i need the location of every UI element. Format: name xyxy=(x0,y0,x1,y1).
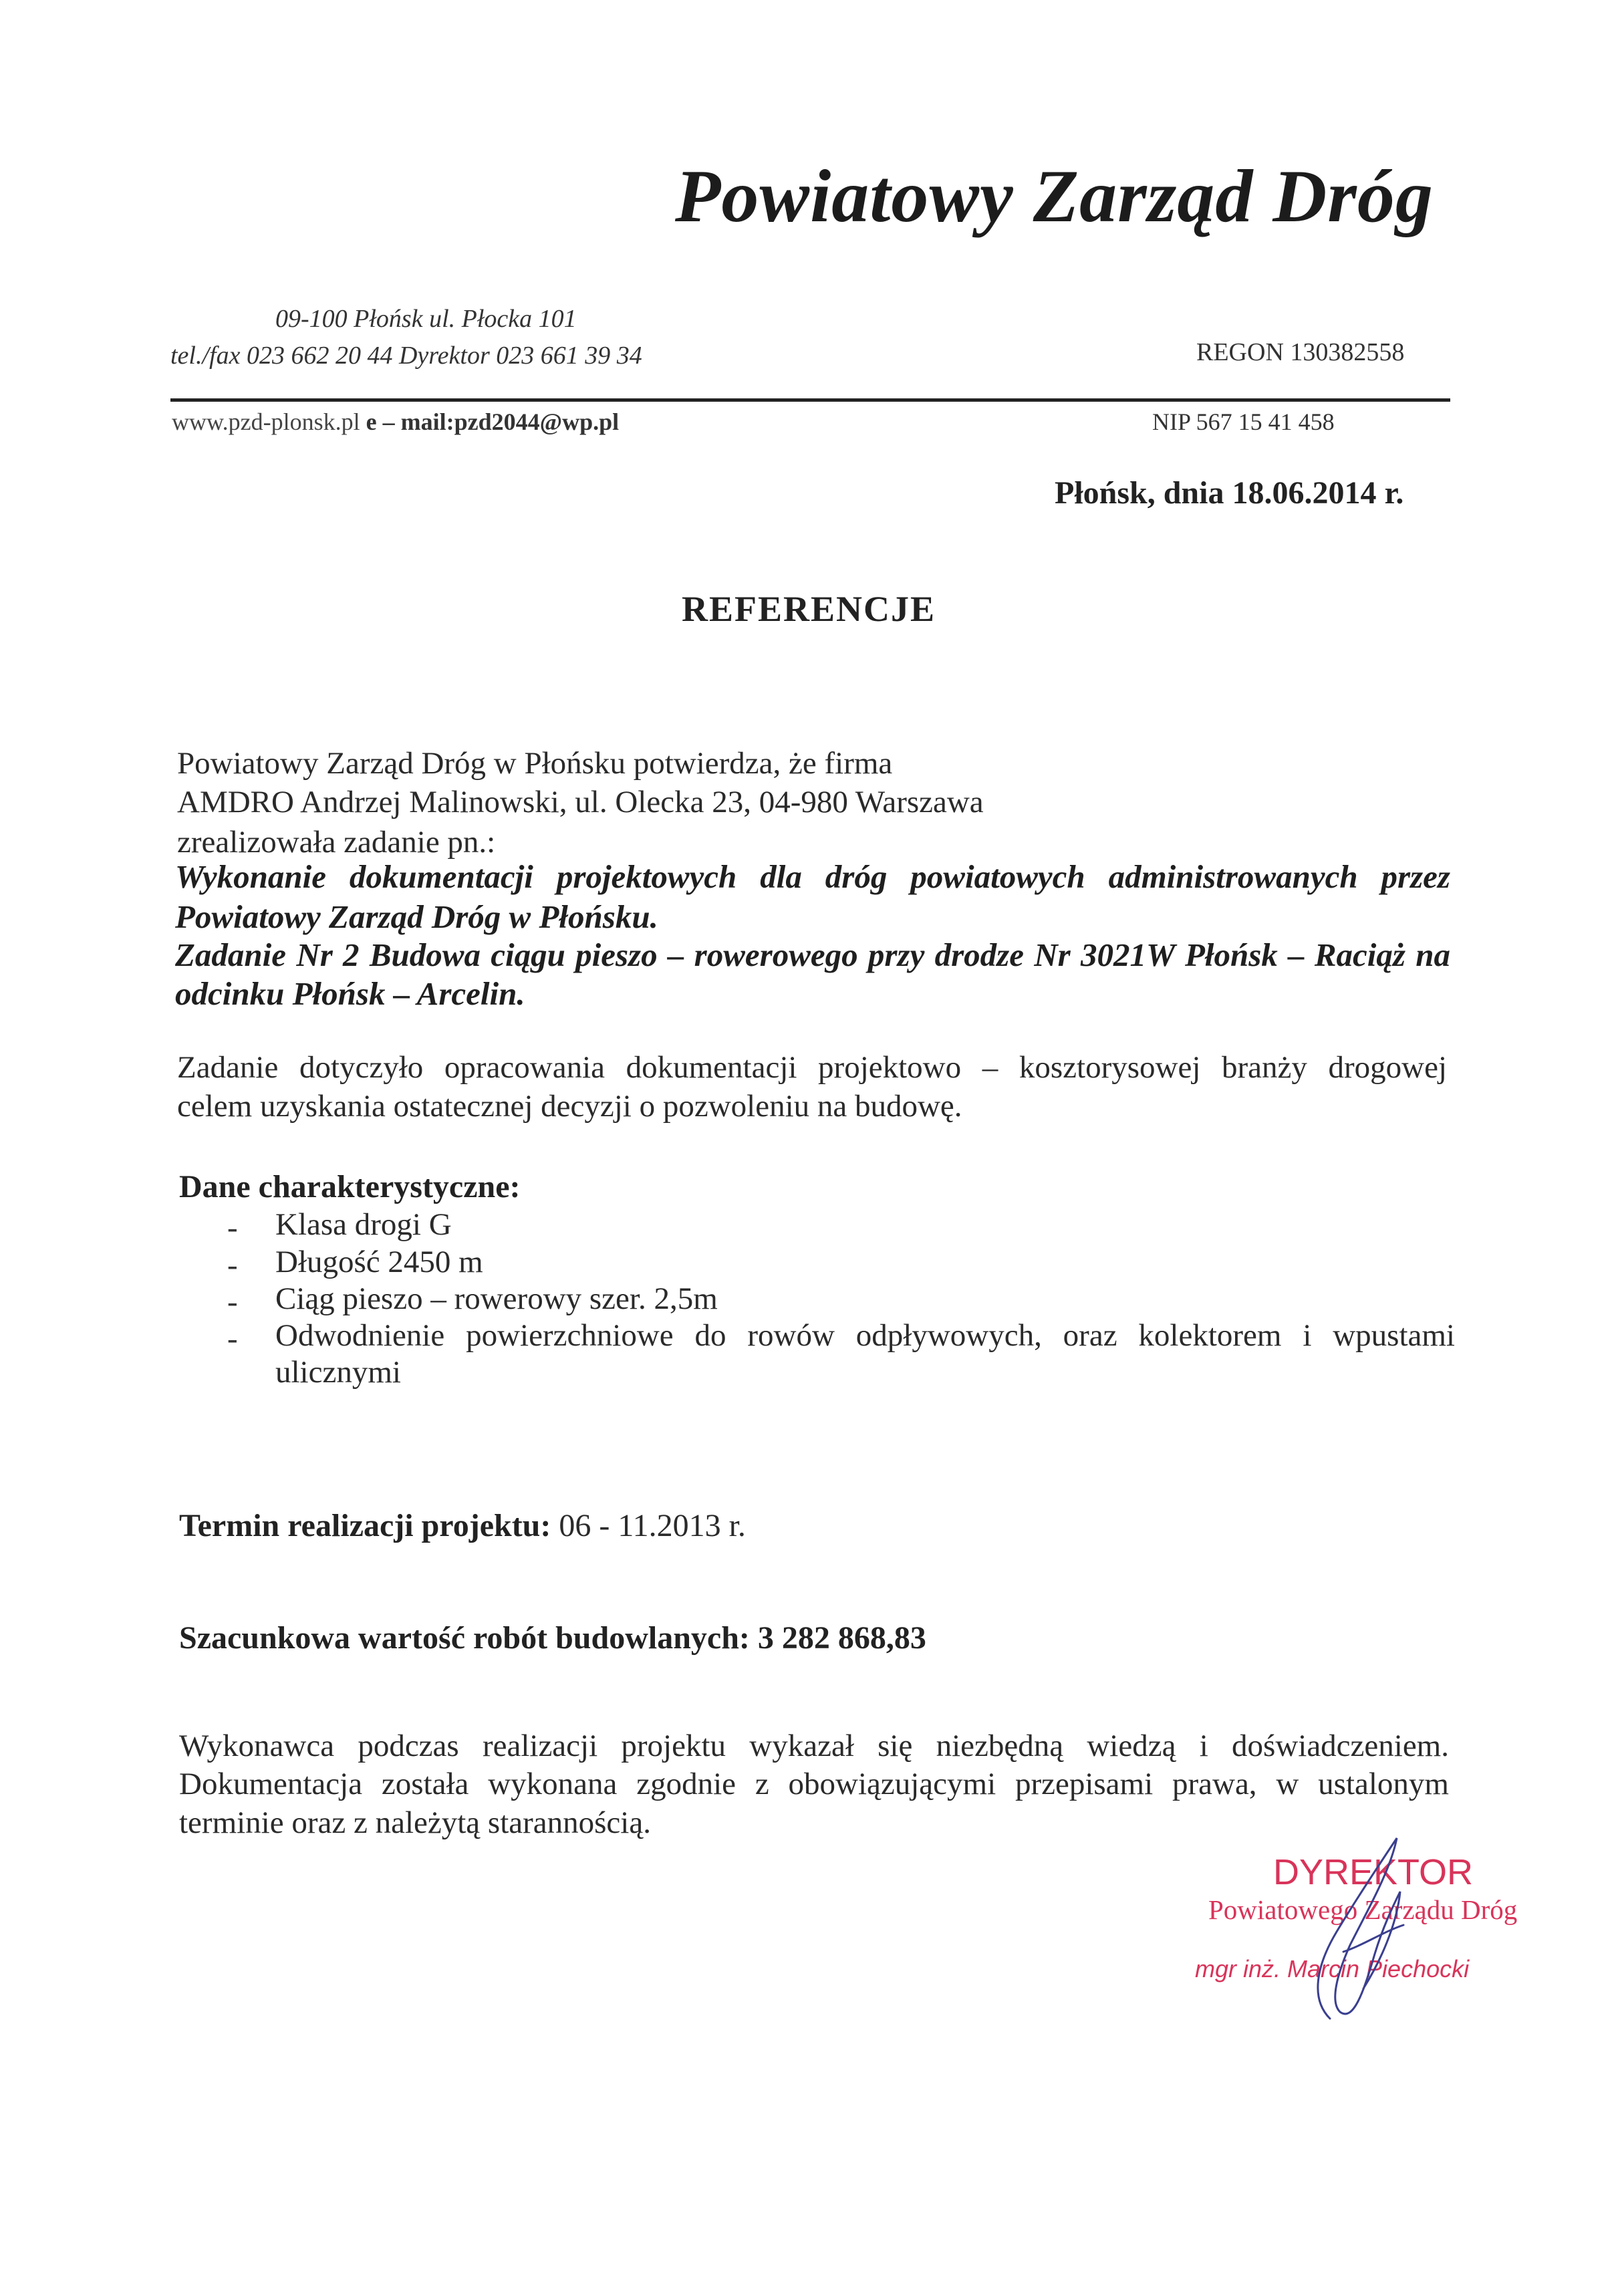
characteristic-item-continuation: ulicznymi xyxy=(275,1355,401,1390)
characteristic-item: Odwodnienie powierzchniowe do rowów odpływowych, oraz kolektorem i wpustami xyxy=(275,1318,1455,1353)
email-address[interactable]: e – mail:pzd2044@wp.pl xyxy=(366,408,620,435)
closing-line: Dokumentacja została wykonana zgodnie z obowiązującymi przepisami prawa, w ustalonym xyxy=(179,1767,1449,1801)
organization-name: Powiatowy Zarząd Dróg xyxy=(675,155,1434,238)
estimated-cost: Szacunkowa wartość robót budowlanych: 3 282 868,83 xyxy=(179,1620,926,1656)
deadline-value: 06 - 11.2013 r. xyxy=(551,1508,746,1543)
task-title-line: Zadanie Nr 2 Budowa ciągu pieszo – rowerowego przy drodze Nr 3021W Płońsk – Raciąż na xyxy=(175,936,1450,973)
deadline-label: Termin realizacji projektu: xyxy=(179,1508,551,1543)
bullet-marker: - xyxy=(227,1321,238,1356)
task-title-line: odcinku Płońsk – Arcelin. xyxy=(175,975,525,1012)
stamp-title: DYREKTOR xyxy=(1273,1852,1474,1892)
document-title: REFERENCJE xyxy=(682,589,936,629)
handwritten-signature xyxy=(1230,1831,1470,2032)
closing-line: terminie oraz z należytą starannością. xyxy=(179,1805,651,1840)
website-link[interactable]: www.pzd-plonsk.pl xyxy=(172,408,360,435)
closing-line: Wykonawca podczas realizacji projektu wykazał się niezbędną wiedzą i doświadczeniem. xyxy=(179,1729,1449,1763)
task-title-line: Wykonanie dokumentacji projektowych dla dróg powiatowych administrowanych przez xyxy=(175,858,1450,895)
organization-address: 09-100 Płońsk ul. Płocka 101 xyxy=(275,305,577,333)
characteristic-item: Długość 2450 m xyxy=(275,1245,483,1279)
stamp-person: mgr inż. Marcin Piechocki xyxy=(1195,1955,1470,1983)
organization-phone: tel./fax 023 662 20 44 Dyrektor 023 661 39 34 xyxy=(170,342,642,370)
header-divider xyxy=(170,398,1450,402)
characteristics-heading: Dane charakterystyczne: xyxy=(179,1169,521,1204)
scope-line: Zadanie dotyczyło opracowania dokumentacji projektowo – kosztorysowej branży drogowej xyxy=(177,1050,1447,1085)
characteristic-item: Klasa drogi G xyxy=(275,1207,452,1242)
letter-date: Płońsk, dnia 18.06.2014 r. xyxy=(1055,475,1404,511)
stamp-organization: Powiatowego Zarządu Dróg xyxy=(1208,1894,1518,1925)
bullet-marker: - xyxy=(227,1285,238,1319)
contractor-line: AMDRO Andrzej Malinowski, ul. Olecka 23, 04-980 Warszawa xyxy=(177,785,984,819)
bullet-marker: - xyxy=(227,1210,238,1245)
bullet-marker: - xyxy=(227,1248,238,1283)
characteristic-item: Ciąg pieszo – rowerowy szer. 2,5m xyxy=(275,1281,718,1316)
project-deadline xyxy=(179,1507,746,1544)
regon-number: REGON 130382558 xyxy=(1196,338,1405,366)
task-title-line: Powiatowy Zarząd Dróg w Płońsku. xyxy=(175,898,658,935)
intro-line: Powiatowy Zarząd Dróg w Płońsku potwierdza, że firma xyxy=(177,746,893,781)
scope-line: celem uzyskania ostatecznej decyzji o pozwoleniu na budowę. xyxy=(177,1089,962,1124)
intro-line: zrealizowała zadanie pn.: xyxy=(177,825,496,860)
nip-number: NIP 567 15 41 458 xyxy=(1152,408,1335,435)
contact-line xyxy=(172,408,619,436)
